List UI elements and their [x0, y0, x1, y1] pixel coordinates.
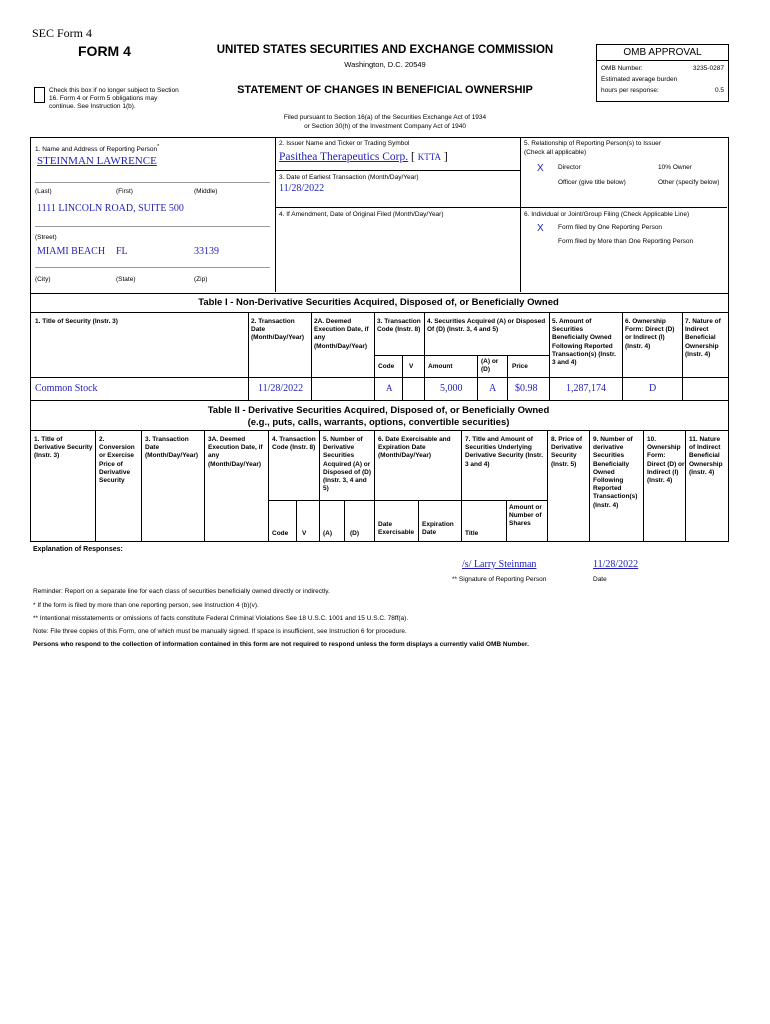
- t1-row-owned: 1,287,174: [566, 383, 606, 394]
- note-4: Persons who respond to the collection of information contained in this form are not required to respond unless the form displays a currently valid OMB Number.: [33, 641, 529, 648]
- box1-label: 1. Name and Address of Reporting Person*: [35, 144, 160, 154]
- t2-h-owned: 9. Number of derivative Securities Beneficially Owned Following Reported Transaction(s) (Instr. 4): [593, 436, 638, 509]
- t1-h-ownership-form: 6. Ownership Form: Direct (D) or Indirect (I) (Instr. 4): [625, 318, 675, 350]
- t2-h-exercisable: 6. Date Exercisable and Expiration Date (Month/Day/Year): [378, 436, 451, 460]
- reporting-person-name[interactable]: STEINMAN LAWRENCE: [37, 155, 157, 167]
- t2-h-underlying: 7. Title and Amount of Securities Underlying Derivative Security (Instr. 3 and 4): [465, 436, 544, 468]
- t1-row-price: $0.98: [515, 383, 538, 394]
- t2-h-ownership-form: 10. Ownership Form: Direct (D) or Indirect (I) (Instr. 4): [647, 436, 685, 485]
- city-label: (City): [35, 276, 51, 283]
- t1-h-amount-owned: 5. Amount of Securities Beneficially Owned Following Reported Transaction(s) (Instr. 3 and 4): [552, 318, 616, 367]
- t2-sub-d: (D): [350, 530, 360, 537]
- box4-label: 4. If Amendment, Date of Original Filed (Month/Day/Year): [279, 211, 444, 218]
- middle-label: (Middle): [194, 188, 218, 195]
- explanation-label: Explanation of Responses:: [33, 546, 123, 553]
- t1-h-deemed: 2A. Deemed Execution Date, if any (Month/Day/Year): [314, 318, 369, 350]
- t1-sub-v: V: [409, 363, 414, 370]
- t2-h-title: 1. Title of Derivative Security (Instr. 3): [34, 436, 93, 460]
- t2-sub-expiration: Expiration Date: [422, 521, 454, 537]
- ten-pct-owner-label: 10% Owner: [658, 164, 692, 171]
- t2-h-date: 3. Transaction Date (Month/Day/Year): [145, 436, 199, 460]
- filed-pursuant-2: or Section 30(h) of the Investment Company Act of 1940: [304, 123, 466, 130]
- t1-row-amount: 5,000: [440, 383, 463, 394]
- note-reminder: Reminder: Report on a separate line for each class of securities beneficially owned directly or indirectly.: [33, 588, 330, 595]
- t1-h-code: 3. Transaction Code (Instr. 8): [377, 318, 421, 334]
- no-longer-subject-checkbox[interactable]: [34, 87, 45, 103]
- omb-burden-label: Estimated average burden: [601, 76, 678, 83]
- t1-h-nature: 7. Nature of Indirect Beneficial Ownership (Instr. 4): [685, 318, 721, 358]
- t1-row-aord: A: [489, 383, 497, 394]
- zip-label: (Zip): [194, 276, 208, 283]
- t2-sub-title: Title: [465, 530, 479, 537]
- other-label: Other (specify below): [658, 179, 720, 186]
- t1-row-code: A: [386, 383, 393, 393]
- note-2: ** Intentional misstatements or omissions of facts constitute Federal Criminal Violations See 18 U.S.C. 1001 and 15 U.S.C. 78ff(a).: [33, 615, 409, 622]
- signature-date-label: Date: [593, 576, 607, 583]
- multi-person-label: Form filed by More than One Reporting Person: [558, 238, 694, 245]
- issuer-name[interactable]: Pasithea Therapeutics Corp.: [279, 151, 409, 163]
- state-value: FL: [116, 246, 128, 257]
- t2-h-conversion: 2. Conversion or Exercise Price of Derivative Security: [99, 436, 135, 485]
- director-check[interactable]: X: [537, 163, 544, 174]
- t1-sub-code: Code: [378, 363, 395, 370]
- t2-h-deemed: 3A. Deemed Execution Date, if any (Month/Day/Year): [208, 436, 263, 468]
- signature-label: ** Signature of Reporting Person: [452, 576, 547, 583]
- t1-row-date: 11/28/2022: [258, 383, 304, 394]
- t1-row-form: D: [649, 383, 657, 394]
- one-person-label: Form filed by One Reporting Person: [558, 224, 663, 231]
- omb-hours-value: 0.5: [714, 87, 724, 94]
- form-title: FORM 4: [78, 43, 131, 59]
- ticker-symbol: KTTA: [417, 152, 442, 162]
- signature-name: /s/ Larry Steinman: [462, 559, 537, 570]
- t2-h-price: 8. Price of Derivative Security (Instr. 5): [551, 436, 583, 468]
- checkbox-text: Check this box if no longer subject to Section 16. Form 4 or Form 5 obligations may continue. See Instruction 1(b).: [49, 87, 179, 111]
- t2-sub-code: Code: [272, 530, 289, 537]
- page-header: SEC Form 4: [32, 26, 93, 40]
- director-label: Director: [558, 164, 581, 171]
- box2-label: 2. Issuer Name and Ticker or Trading Symbol: [279, 140, 410, 147]
- box3-label: 3. Date of Earliest Transaction (Month/Day/Year): [279, 174, 419, 181]
- city-value: MIAMI BEACH: [37, 246, 106, 257]
- t1-h-title: 1. Title of Security (Instr. 3): [35, 318, 118, 325]
- first-label: (First): [116, 188, 133, 195]
- officer-label: Officer (give title below): [558, 179, 626, 186]
- issuer-line: Pasithea Therapeutics Corp. [ KTTA ]: [279, 151, 448, 163]
- last-label: (Last): [35, 188, 52, 195]
- statement-title: STATEMENT OF CHANGES IN BENEFICIAL OWNERSHIP: [237, 84, 533, 96]
- t2-h-code: 4. Transaction Code (Instr. 8): [272, 436, 316, 452]
- box6-label: 6. Individual or Joint/Group Filing (Check Applicable Line): [524, 211, 690, 218]
- omb-title: OMB APPROVAL: [597, 45, 728, 61]
- box5-label-2: (Check all applicable): [524, 149, 587, 156]
- earliest-transaction-date: 11/28/2022: [279, 183, 325, 194]
- table2-title-1: Table II - Derivative Securities Acquired, Disposed of, or Beneficially Owned: [207, 405, 550, 416]
- omb-number-value: 3235-0287: [692, 65, 724, 72]
- t2-sub-date-exercisable: Date Exercisable: [378, 521, 415, 537]
- t2-h-number: 5. Number of Derivative Securities Acquired (A) or Disposed of (D) (Instr. 3, 4 and 5): [323, 436, 372, 493]
- agency-name: UNITED STATES SECURITIES AND EXCHANGE COMMISSION: [216, 44, 554, 56]
- agency-location: Washington, D.C. 20549: [344, 60, 426, 69]
- street-address: 1111 LINCOLN ROAD, SUITE 500: [37, 203, 184, 214]
- t1-h-date: 2. Transaction Date (Month/Day/Year): [251, 318, 305, 342]
- t2-sub-a: (A): [323, 530, 333, 537]
- omb-approval-box: [596, 44, 729, 102]
- t1-row-title: Common Stock: [35, 383, 98, 394]
- t2-sub-amount: Amount or Number of Shares: [509, 504, 542, 528]
- t1-h-securities: 4. Securities Acquired (A) or Disposed Of (D) (Instr. 3, 4 and 5): [427, 318, 546, 334]
- street-label: (Street): [35, 234, 57, 241]
- zip-value: 33139: [194, 246, 219, 257]
- box5-label-1: 5. Relationship of Reporting Person(s) to Issuer: [524, 140, 661, 147]
- omb-hours-label: hours per response:: [601, 87, 659, 94]
- t2-h-nature: 11. Nature of Indirect Beneficial Ownership (Instr. 4): [689, 436, 723, 476]
- state-label: (State): [116, 276, 136, 283]
- table2-title-2: (e.g., puts, calls, warrants, options, convertible securities): [247, 417, 510, 428]
- t1-sub-price: Price: [512, 363, 528, 370]
- note-1: * If the form is filed by more than one reporting person, see Instruction 4 (b)(v).: [33, 602, 259, 609]
- t2-sub-v: V: [302, 530, 307, 537]
- filed-pursuant-1: Filed pursuant to Section 16(a) of the Securities Exchange Act of 1934: [283, 114, 487, 121]
- t1-sub-aord: (A) or (D): [481, 358, 499, 374]
- one-person-check[interactable]: X: [537, 223, 544, 234]
- signature-date: 11/28/2022: [593, 559, 639, 570]
- omb-number-label: OMB Number:: [601, 65, 643, 72]
- t1-sub-amount: Amount: [428, 363, 453, 370]
- table1-title: Table I - Non-Derivative Securities Acquired, Disposed of, or Beneficially Owned: [198, 297, 559, 308]
- note-3: Note: File three copies of this Form, one of which must be manually signed. If space is insufficient, see Instruction 6 for procedure.: [33, 628, 407, 635]
